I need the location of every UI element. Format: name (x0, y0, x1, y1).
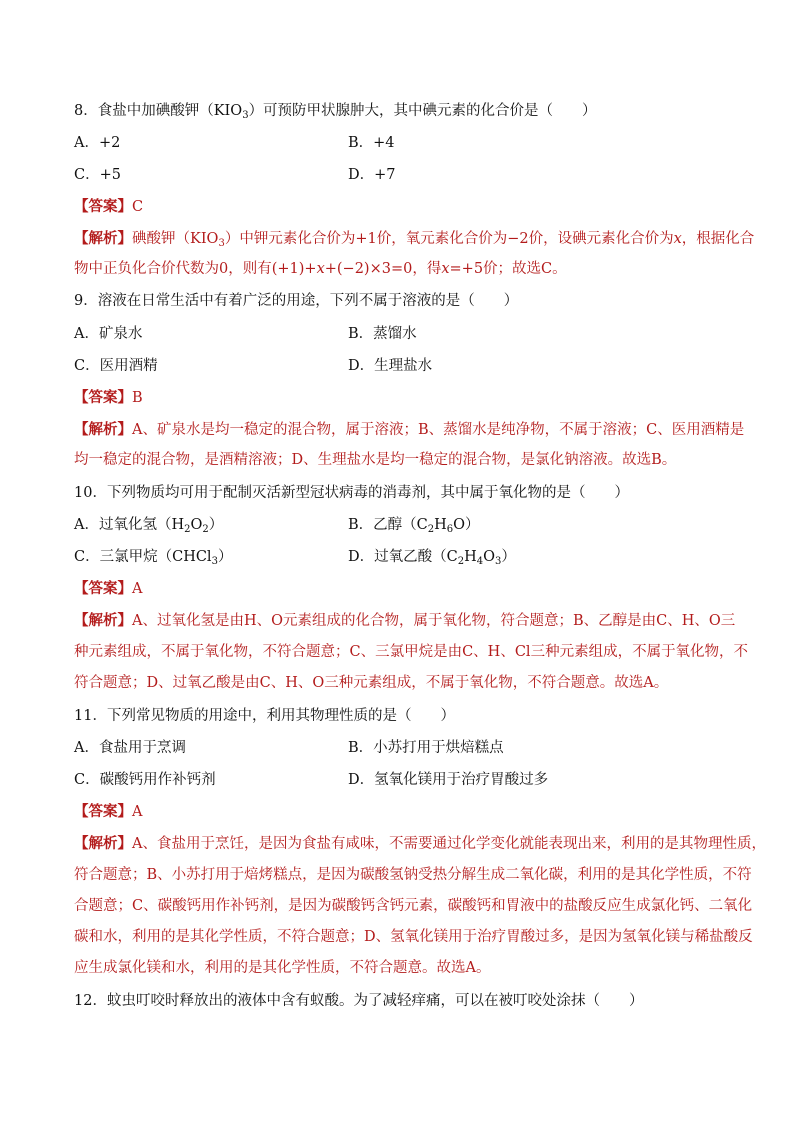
answer-tag: 【答案】 (74, 198, 132, 215)
question-10-option-d: D．过氧乙酸$(C_2H_4O_3)$ (348, 549, 516, 567)
answer-tag: 【答案】 (74, 580, 132, 597)
question-9-answer: 【答案】B (74, 389, 143, 406)
question-11-analysis-line-4: 碳和水，利用的是其化学性质，不符合题意；D、氢氧化镁用于治疗胃酸过多，是因为氢氧化镁与稀盐酸反 (74, 929, 753, 945)
answer-tag: 【答案】 (74, 803, 132, 820)
question-10-analysis-line-3: 符合题意；D、过氧乙酸是由C、H、O三种元素组成，不属于氧化物，不符合题意。故选A。 (74, 675, 669, 691)
question-10-stem: 10．下列物质均可用于配制灭活新型冠状病毒的消毒剂，其中属于氧化物的是（ ） (74, 485, 629, 501)
question-8-answer: 【答案】C (74, 198, 144, 215)
question-11-option-b: B．小苏打用于烘焙糕点 (348, 740, 504, 756)
question-12-stem: 12．蚊虫叮咬时释放出的液体中含有蚁酸。为了减轻痒痛，可以在被叮咬处涂抹（ ） (74, 993, 644, 1009)
question-8-option-c: C．+5 (74, 167, 121, 183)
question-11-answer: 【答案】A (74, 803, 143, 820)
question-8-analysis-line-2: 物中正负化合价代数为0，则有(+1)+x+(−2)×3=0，得x=+5价；故选C。 (74, 261, 567, 277)
question-10-option-c: C．三氯甲烷（CHCl$_3$） (74, 549, 233, 567)
question-10-option-a: A．过氧化氢$(H_2O_2)$ (74, 517, 224, 535)
question-10-answer: 【答案】A (74, 580, 143, 597)
question-9-analysis-line-1: 【解析】A、矿泉水是均一稳定的混合物，属于溶液；B、蒸馏水是纯净物，不属于溶液；C、医用酒精是 (74, 421, 745, 438)
question-11-option-d: D．氢氧化镁用于治疗胃酸过多 (348, 772, 549, 788)
analysis-tag: 【解析】 (74, 230, 132, 247)
question-9-stem: 9．溶液在日常生活中有着广泛的用途，下列不属于溶液的是（ ） (74, 293, 519, 309)
question-8-option-a: A．+2 (74, 135, 121, 151)
question-11-stem: 11．下列常见物质的用途中，利用其物理性质的是（ ） (74, 708, 455, 724)
analysis-tag: 【解析】 (74, 421, 132, 438)
question-8-option-d: D．+7 (348, 167, 396, 183)
question-9-option-a: A．矿泉水 (74, 326, 143, 342)
question-8-option-b: B．+4 (348, 135, 395, 151)
question-10-option-b: B．乙醇$(C_2H_6O)$ (348, 517, 480, 535)
question-8-stem: 8．食盐中加碘酸钾$(KIO_3)$可预防甲状腺肿大，其中碘元素的化合价是（ ） (74, 103, 597, 121)
answer-tag: 【答案】 (74, 389, 132, 406)
analysis-tag: 【解析】 (74, 612, 132, 629)
question-9-option-b: B．蒸馏水 (348, 326, 417, 342)
question-11-analysis-line-2: 符合题意；B、小苏打用于焙烤糕点，是因为碳酸氢钠受热分解生成二氧化碳，利用的是其化学性质，不符 (74, 867, 752, 883)
question-11-option-c: C．碳酸钙用作补钙剂 (74, 772, 216, 788)
question-10-analysis-line-2: 种元素组成，不属于氧化物，不符合题意；C、三氯甲烷是由C、H、Cl三种元素组成，不属于氧化物，不 (74, 644, 749, 660)
question-8-analysis-line-1: 【解析】碘酸钾$(KIO_3)$中钾元素化合价为+1价，氧元素化合价为−2价，设碘元素化合价为x，根据化合 (74, 230, 755, 249)
question-11-analysis-line-3: 合题意；C、碳酸钙用作补钙剂，是因为碳酸钙含钙元素，碳酸钙和胃液中的盐酸反应生成氯化钙、二氧化 (74, 898, 753, 914)
question-10-analysis-line-1: 【解析】A、过氧化氢是由H、O元素组成的化合物，属于氧化物，符合题意；B、乙醇是由C、H、O三 (74, 612, 736, 629)
question-11-analysis-line-1: 【解析】A、食盐用于烹饪，是因为食盐有咸味，不需要通过化学变化就能表现出来，利用的是其物理性质， (74, 835, 766, 852)
question-9-option-c: C．医用酒精 (74, 358, 158, 374)
analysis-tag: 【解析】 (74, 835, 132, 852)
question-11-analysis-line-5: 应生成氯化镁和水，利用的是其化学性质，不符合题意。故选A。 (74, 960, 491, 976)
question-9-option-d: D．生理盐水 (348, 358, 433, 374)
question-11-option-a: A．食盐用于烹调 (74, 740, 186, 756)
question-9-analysis-line-2: 均一稳定的混合物，是酒精溶液；D、生理盐水是均一稳定的混合物，是氯化钠溶液。故选B。 (74, 452, 677, 468)
